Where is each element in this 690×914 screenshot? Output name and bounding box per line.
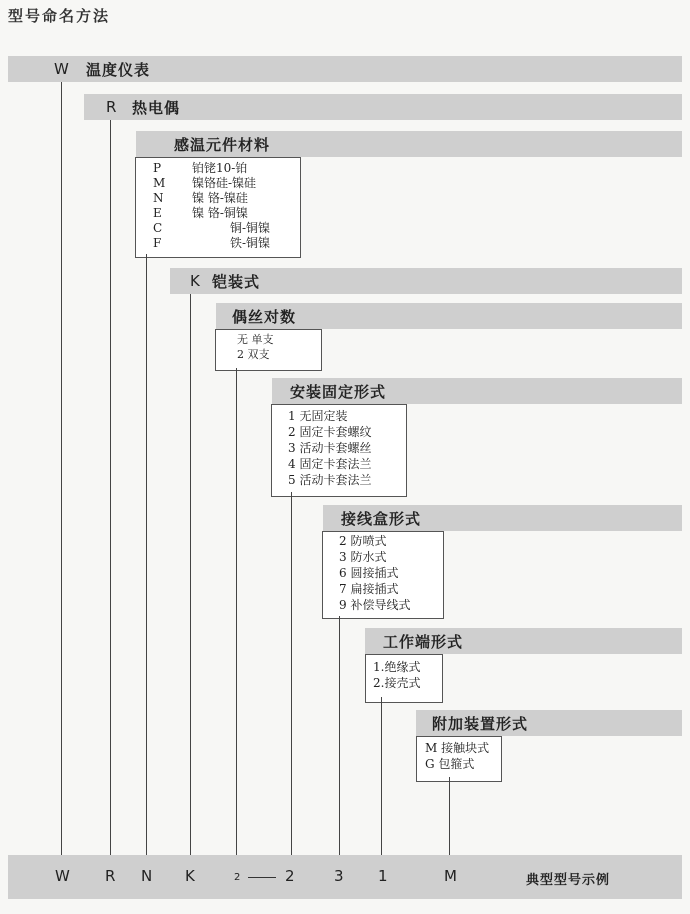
list-item: C 铜-铜镍 [153,221,271,235]
level-label: 安装固定形式 [290,383,387,401]
level-bar-sensing-material [136,131,682,157]
mounting-box [271,404,407,497]
accessory-box [416,736,502,782]
level-label: 附加装置形式 [432,715,529,733]
list-item: 2.接壳式 [373,676,421,690]
connector-line [381,697,382,855]
level-label: 温度仪表 [86,61,151,79]
list-item: 3 活动卡套螺丝 [288,441,372,455]
level-label: 工作端形式 [383,633,464,651]
list-item: 5 活动卡套法兰 [288,473,372,487]
list-item: M 接触块式 [425,741,490,755]
level-bar-instrument [8,56,682,82]
list-item: P 铂铑10-铂 [153,161,248,175]
connector-line [61,82,62,855]
dash-separator [248,877,276,878]
list-item: N 镍 铬-镍硅 [153,191,248,205]
list-item: 3 防水式 [339,550,387,564]
working-end-box [365,654,443,703]
list-item: 1 无固定装 [288,409,348,423]
level-label: 接线盒形式 [341,510,422,528]
connector-line [291,492,292,855]
connector-line [449,777,450,855]
level-label: 偶丝对数 [232,308,297,326]
list-item: 2 防喷式 [339,534,387,548]
list-item: 6 圆接插式 [339,566,399,580]
level-bar-accessory [416,710,682,736]
list-item: 4 固定卡套法兰 [288,457,372,471]
level-code: R [106,98,117,116]
level-label: 感温元件材料 [174,136,271,154]
list-item: 2 固定卡套螺纹 [288,425,372,439]
example-label: 典型型号示例 [526,873,611,888]
example-bar [8,855,682,899]
connector-line [110,120,111,855]
list-item: E 镍 铬-铜镍 [153,206,248,220]
page-title: 型号命名方法 [8,7,111,25]
list-item: 2 双支 [237,348,270,361]
level-code: W [54,60,69,78]
list-item: M 镍铬硅-镍硅 [153,176,257,190]
example-code: 2 [285,867,295,885]
example-code: W [55,867,70,885]
example-code: 3 [334,867,344,885]
example-code: N [141,867,153,885]
level-bar-wire-pairs [216,303,682,329]
list-item: 7 扁接插式 [339,582,399,596]
wire-pairs-box [215,329,322,371]
materials-box [135,157,301,258]
list-item: 9 补偿导线式 [339,598,411,612]
connector-line [236,368,237,855]
connector-line [190,294,191,855]
list-item: G 包箍式 [425,757,475,771]
level-code: K [190,272,200,290]
list-item: F 铁-铜镍 [153,236,271,250]
connector-line [146,254,147,855]
example-code: 2 [234,872,241,883]
list-item: 无 单支 [237,333,274,346]
connector-line [339,616,340,855]
level-label: 铠装式 [212,273,261,291]
junction-box-box [322,531,444,619]
level-bar-junction-box [323,505,682,531]
example-code: R [105,867,116,885]
level-bar-armored [170,268,682,294]
level-label: 热电偶 [132,99,181,117]
example-code: K [185,867,195,885]
example-code: 1 [378,867,388,885]
level-bar-working-end [365,628,682,654]
level-bar-mounting [272,378,682,404]
level-bar-thermocouple [84,94,682,120]
example-code: M [444,867,457,885]
list-item: 1.绝缘式 [373,660,421,674]
